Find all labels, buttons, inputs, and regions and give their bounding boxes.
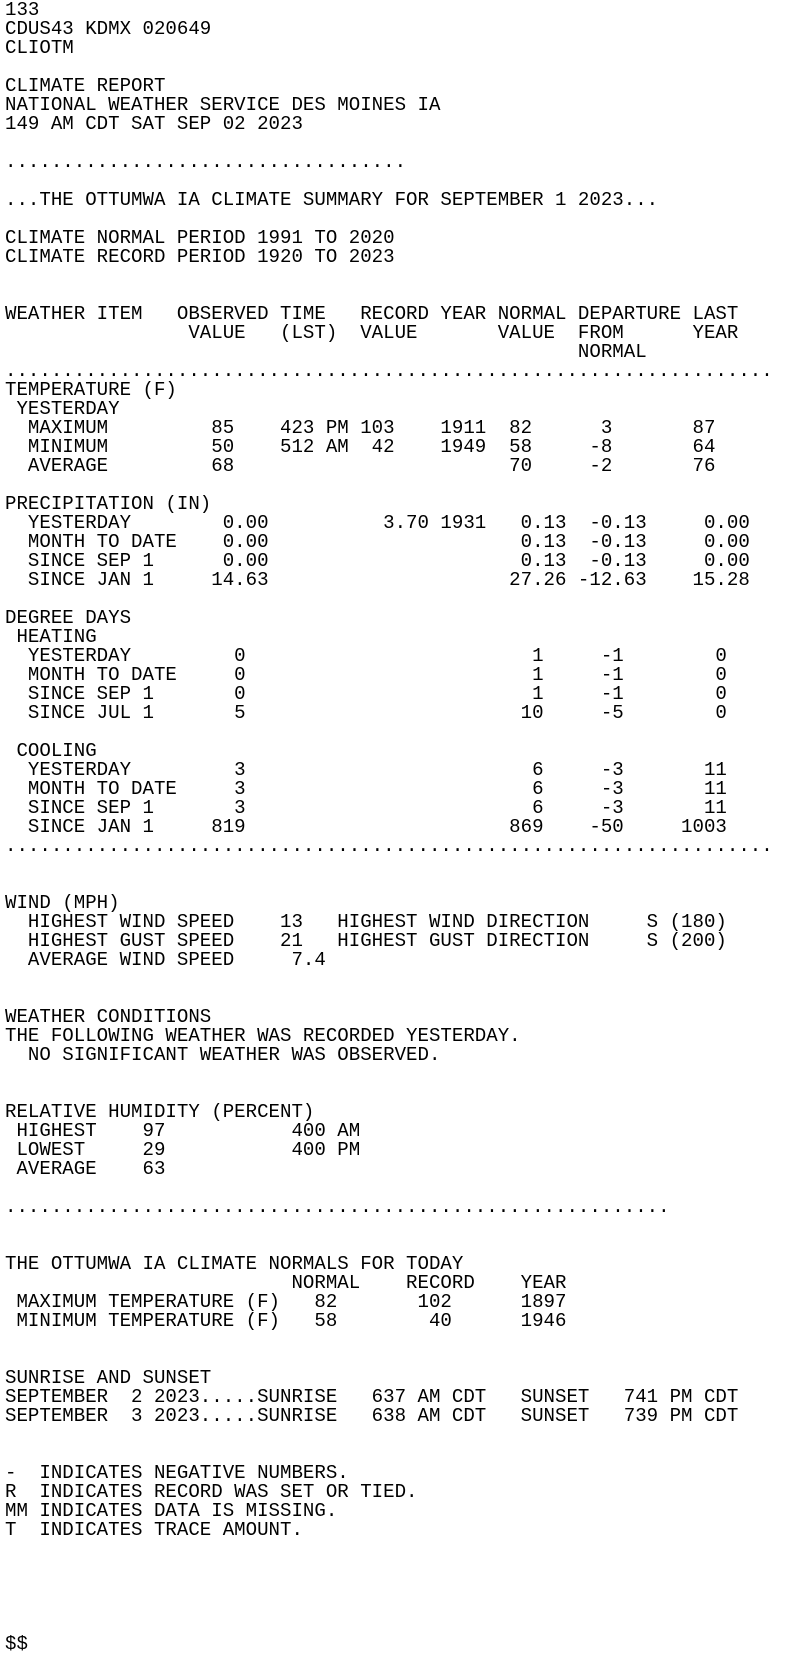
- report-line: SINCE JUL 1 5 10 -5 0: [5, 702, 727, 724]
- report-line: CLIMATE REPORT: [5, 75, 166, 97]
- report-line: $$: [5, 1633, 28, 1655]
- report-line: NORMAL RECORD YEAR: [5, 1272, 567, 1294]
- report-line: [5, 1597, 773, 1616]
- report-line: WEATHER CONDITIONS: [5, 1006, 212, 1028]
- report-line: ...................................: [5, 151, 407, 173]
- report-line: MINIMUM 50 512 AM 42 1949 58 -8 64: [5, 436, 716, 458]
- report-line: ...................................................................: [5, 360, 773, 382]
- report-line: - INDICATES NEGATIVE NUMBERS.: [5, 1462, 349, 1484]
- report-line: [5, 1540, 773, 1559]
- report-line: WEATHER ITEM OBSERVED TIME RECORD YEAR NORMAL DEPARTURE LAST: [5, 303, 739, 325]
- report-line: MINIMUM TEMPERATURE (F) 58 40 1946: [5, 1310, 567, 1332]
- report-line: SUNRISE AND SUNSET: [5, 1367, 212, 1389]
- report-line: [5, 1559, 773, 1578]
- report-line: MONTH TO DATE 3 6 -3 11: [5, 778, 727, 800]
- report-line: SINCE SEP 1 0.00 0.13 -0.13 0.00: [5, 550, 750, 572]
- report-line: SINCE SEP 1 3 6 -3 11: [5, 797, 727, 819]
- report-line: HIGHEST WIND SPEED 13 HIGHEST WIND DIRECTION S (180): [5, 911, 727, 933]
- report-line: PRECIPITATION (IN): [5, 493, 212, 515]
- report-line: MM INDICATES DATA IS MISSING.: [5, 1500, 338, 1522]
- report-line: YESTERDAY: [5, 398, 120, 420]
- report-line: T INDICATES TRACE AMOUNT.: [5, 1519, 303, 1541]
- report-line: TEMPERATURE (F): [5, 379, 177, 401]
- report-line: [5, 1616, 773, 1635]
- report-line: MONTH TO DATE 0 1 -1 0: [5, 664, 727, 686]
- report-line: [5, 267, 773, 286]
- report-line: [5, 1426, 773, 1445]
- report-line: DEGREE DAYS: [5, 607, 132, 629]
- report-line: ..........................................................: [5, 1196, 670, 1218]
- report-line: [5, 1217, 773, 1236]
- report-line: MAXIMUM TEMPERATURE (F) 82 102 1897: [5, 1291, 567, 1313]
- report-line: NORMAL: [5, 341, 647, 363]
- report-line: [5, 875, 773, 894]
- report-line: VALUE (LST) VALUE VALUE FROM YEAR: [5, 322, 739, 344]
- report-line: MAXIMUM 85 423 PM 103 1911 82 3 87: [5, 417, 716, 439]
- report-line: [5, 1065, 773, 1084]
- report-line: 133: [5, 0, 40, 21]
- report-line: 149 AM CDT SAT SEP 02 2023: [5, 113, 303, 135]
- report-line: CLIMATE NORMAL PERIOD 1991 TO 2020: [5, 227, 395, 249]
- report-line: NO SIGNIFICANT WEATHER WAS OBSERVED.: [5, 1044, 441, 1066]
- report-line: SEPTEMBER 3 2023.....SUNRISE 638 AM CDT SUNSET 739 PM CDT: [5, 1405, 739, 1427]
- report-line: [5, 856, 773, 875]
- report-line: CLIMATE RECORD PERIOD 1920 TO 2023: [5, 246, 395, 268]
- report-line: [5, 723, 773, 742]
- report-line: YESTERDAY 0 1 -1 0: [5, 645, 727, 667]
- report-line: AVERAGE WIND SPEED 7.4: [5, 949, 326, 971]
- report-line: LOWEST 29 400 PM: [5, 1139, 361, 1161]
- report-line: HEATING: [5, 626, 97, 648]
- report-line: NATIONAL WEATHER SERVICE DES MOINES IA: [5, 94, 441, 116]
- climate-report-text: [5, 1, 773, 1654]
- report-line: [5, 970, 773, 989]
- report-line: THE FOLLOWING WEATHER WAS RECORDED YESTERDAY.: [5, 1025, 521, 1047]
- report-line: AVERAGE 68 70 -2 76: [5, 455, 716, 477]
- report-line: SINCE SEP 1 0 1 -1 0: [5, 683, 727, 705]
- report-line: SINCE JAN 1 819 869 -50 1003: [5, 816, 727, 838]
- report-line: ...THE OTTUMWA IA CLIMATE SUMMARY FOR SEPTEMBER 1 2023...: [5, 189, 659, 211]
- report-line: HIGHEST GUST SPEED 21 HIGHEST GUST DIRECTION S (200): [5, 930, 727, 952]
- report-line: WIND (MPH): [5, 892, 120, 914]
- report-line: YESTERDAY 3 6 -3 11: [5, 759, 727, 781]
- report-line: AVERAGE 63: [5, 1158, 166, 1180]
- report-line: R INDICATES RECORD WAS SET OR TIED.: [5, 1481, 418, 1503]
- report-line: MONTH TO DATE 0.00 0.13 -0.13 0.00: [5, 531, 750, 553]
- report-line: [5, 1578, 773, 1597]
- report-line: SINCE JAN 1 14.63 27.26 -12.63 15.28: [5, 569, 750, 591]
- report-line: ...................................................................: [5, 835, 773, 857]
- report-line: HIGHEST 97 400 AM: [5, 1120, 361, 1142]
- report-line: [5, 1331, 773, 1350]
- report-line: RELATIVE HUMIDITY (PERCENT): [5, 1101, 315, 1123]
- report-line: CDUS43 KDMX 020649: [5, 18, 212, 40]
- report-line: THE OTTUMWA IA CLIMATE NORMALS FOR TODAY: [5, 1253, 464, 1275]
- report-line: SEPTEMBER 2 2023.....SUNRISE 637 AM CDT SUNSET 741 PM CDT: [5, 1386, 739, 1408]
- report-line: CLIOTM: [5, 37, 74, 59]
- report-line: YESTERDAY 0.00 3.70 1931 0.13 -0.13 0.00: [5, 512, 750, 534]
- report-line: COOLING: [5, 740, 97, 762]
